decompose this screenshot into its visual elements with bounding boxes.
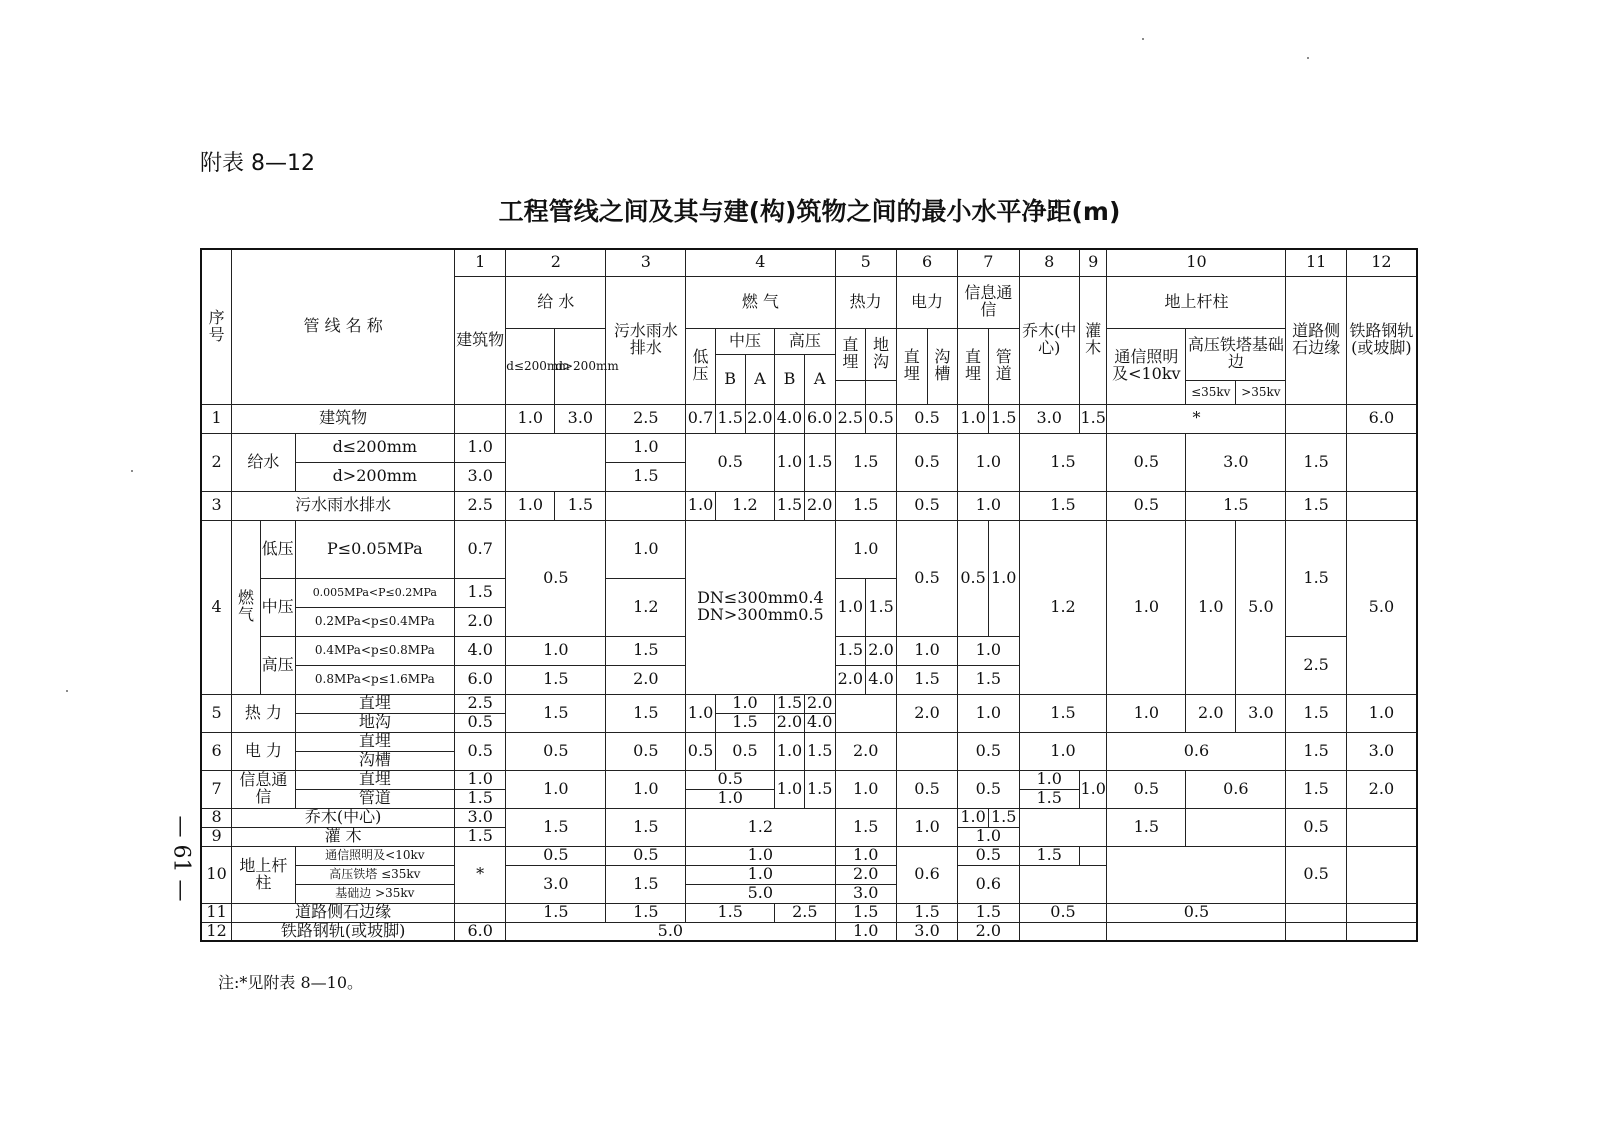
row-sub: 0.8MPa<p≤1.6MPa bbox=[295, 665, 455, 694]
cell: 1.5 bbox=[606, 903, 686, 922]
cell: 1.0 bbox=[1107, 520, 1186, 694]
cell: 1.5 bbox=[506, 808, 606, 846]
cell: 2.0 bbox=[866, 636, 897, 665]
cell: 1.5 bbox=[1286, 694, 1346, 732]
row-sub: 直埋 bbox=[295, 694, 455, 713]
cell: 1.5 bbox=[606, 808, 686, 846]
row-sub: 管道 bbox=[295, 789, 455, 808]
cell: 2.0 bbox=[455, 607, 506, 636]
cell-line: DN≤300mm0.4 bbox=[697, 588, 824, 608]
row-number: 12 bbox=[201, 922, 232, 941]
table-row bbox=[201, 922, 1417, 941]
cell: 2.0 bbox=[804, 694, 835, 713]
cell: 1.0 bbox=[835, 846, 896, 865]
cell: 0.5 bbox=[958, 770, 1019, 808]
cell: 1.2 bbox=[606, 578, 686, 636]
row-number: 4 bbox=[201, 520, 232, 694]
row-sub: P≤0.05MPa bbox=[295, 520, 455, 578]
cell: 4.0 bbox=[804, 713, 835, 732]
cell: 1.5 bbox=[606, 694, 686, 732]
header-power: 电力 bbox=[896, 276, 957, 328]
cell: 1.0 bbox=[958, 636, 1019, 665]
cell: 1.0 bbox=[958, 827, 1019, 846]
cell: 1.0 bbox=[1079, 770, 1107, 808]
cell: 1.0 bbox=[835, 770, 896, 808]
cell: 4.0 bbox=[775, 404, 805, 433]
cell: 0.5 bbox=[896, 770, 957, 808]
table-row bbox=[201, 846, 1417, 865]
cell: 1.5 bbox=[1286, 491, 1346, 520]
cell: 0.5 bbox=[1107, 433, 1186, 491]
table-row bbox=[201, 404, 1417, 433]
row-sub: 通信照明及<10kv bbox=[295, 846, 455, 865]
cell: 1.5 bbox=[1186, 491, 1286, 520]
cell: 1.5 bbox=[455, 578, 506, 607]
cell: 2.0 bbox=[745, 404, 775, 433]
row-number: 10 bbox=[201, 846, 232, 903]
cell: 3.0 bbox=[1019, 404, 1079, 433]
cell: 2.5 bbox=[835, 404, 866, 433]
cell bbox=[686, 520, 835, 694]
row-sub: 0.4MPa<p≤0.8MPa bbox=[295, 636, 455, 665]
cell: 3.0 bbox=[455, 462, 506, 491]
header-water-le: d≤200mm bbox=[506, 328, 555, 404]
cell: 1.0 bbox=[958, 491, 1019, 520]
row-sub: d≤200mm bbox=[295, 433, 455, 462]
cell: 1.0 bbox=[606, 520, 686, 578]
col-number: 9 bbox=[1079, 249, 1107, 276]
cell: 1.5 bbox=[1019, 433, 1107, 491]
col-number: 12 bbox=[1346, 249, 1417, 276]
cell: 3.0 bbox=[1236, 694, 1286, 732]
cell: 0.5 bbox=[1107, 491, 1186, 520]
header-gas-b2: B bbox=[775, 354, 805, 404]
cell: 2.5 bbox=[1286, 636, 1346, 694]
cell: 2.0 bbox=[1186, 694, 1236, 732]
cell: 1.5 bbox=[715, 713, 774, 732]
cell: 1.0 bbox=[506, 404, 555, 433]
row-number: 7 bbox=[201, 770, 232, 808]
cell: 1.0 bbox=[606, 433, 686, 462]
header-heat-direct: 直埋 bbox=[835, 328, 866, 380]
cell: 2.0 bbox=[835, 665, 866, 694]
cell: 1.0 bbox=[506, 636, 606, 665]
row-name: 建筑物 bbox=[232, 404, 455, 433]
row-sub: 高压 bbox=[260, 636, 295, 694]
cell: 0.6 bbox=[896, 846, 957, 903]
cell: 0.5 bbox=[1019, 903, 1107, 922]
cell: 0.6 bbox=[1186, 770, 1286, 808]
row-sub: d>200mm bbox=[295, 462, 455, 491]
cell: 2.5 bbox=[606, 404, 686, 433]
cell: 0.5 bbox=[506, 846, 606, 865]
cell: 0.5 bbox=[896, 520, 957, 636]
cell: 0.5 bbox=[1286, 846, 1346, 903]
cell: 1.0 bbox=[1186, 520, 1236, 694]
cell: 1.0 bbox=[506, 770, 606, 808]
header-power-trench: 沟槽 bbox=[927, 328, 958, 404]
cell: 5.0 bbox=[506, 922, 835, 941]
page-number: — 61 — bbox=[168, 815, 194, 902]
cell: 1.5 bbox=[804, 433, 835, 491]
cell: 1.0 bbox=[958, 404, 989, 433]
header-gas: 燃 气 bbox=[686, 276, 835, 328]
cell: 4.0 bbox=[455, 636, 506, 665]
cell: 2.5 bbox=[455, 491, 506, 520]
cell: 2.0 bbox=[1346, 770, 1417, 808]
cell: 0.6 bbox=[958, 865, 1019, 903]
cell: 0.5 bbox=[896, 404, 957, 433]
row-sub: 0.2MPa<p≤0.4MPa bbox=[295, 607, 455, 636]
cell: 6.0 bbox=[455, 665, 506, 694]
cell: 0.5 bbox=[1107, 770, 1186, 808]
cell: 1.5 bbox=[455, 789, 506, 808]
cell: * bbox=[1107, 404, 1286, 433]
header-power-direct: 直埋 bbox=[896, 328, 927, 404]
row-sub: 直埋 bbox=[295, 732, 455, 751]
cell: 1.0 bbox=[775, 732, 805, 770]
row-number: 1 bbox=[201, 404, 232, 433]
cell: 1.0 bbox=[715, 694, 774, 713]
cell: 0.5 bbox=[958, 846, 1019, 865]
cell: 3.0 bbox=[506, 865, 606, 903]
cell: 5.0 bbox=[1346, 520, 1417, 694]
header-pole-le35: ≤35kv bbox=[1186, 380, 1236, 404]
header-sewage: 污水雨水排水 bbox=[606, 276, 686, 404]
cell: 1.5 bbox=[1286, 732, 1346, 770]
cell: 1.5 bbox=[715, 404, 745, 433]
cell: 1.5 bbox=[988, 808, 1019, 827]
cell: 1.2 bbox=[715, 491, 774, 520]
cell: 1.5 bbox=[835, 808, 896, 846]
cell: 0.5 bbox=[506, 732, 606, 770]
cell: 1.5 bbox=[1019, 789, 1079, 808]
header-gas-mid: 中压 bbox=[715, 328, 774, 354]
cell: * bbox=[455, 846, 506, 903]
cell: 2.0 bbox=[804, 491, 835, 520]
row-name: 电 力 bbox=[232, 732, 295, 770]
cell: 1.5 bbox=[506, 665, 606, 694]
cell: 1.5 bbox=[1286, 770, 1346, 808]
cell: 1.5 bbox=[455, 827, 506, 846]
cell: 1.5 bbox=[775, 491, 805, 520]
cell: 3.0 bbox=[555, 404, 606, 433]
cell: 0.5 bbox=[686, 433, 775, 491]
cell: 4.0 bbox=[866, 665, 897, 694]
cell: 0.5 bbox=[896, 491, 957, 520]
cell: 1.0 bbox=[896, 808, 957, 846]
cell: 1.0 bbox=[686, 846, 835, 865]
cell: 1.0 bbox=[896, 636, 957, 665]
clearance-table bbox=[200, 248, 1418, 942]
cell: 1.0 bbox=[775, 433, 805, 491]
cell: 2.0 bbox=[835, 865, 896, 884]
cell: 1.5 bbox=[988, 404, 1019, 433]
cell: 2.0 bbox=[958, 922, 1019, 941]
row-name: 乔木(中心) bbox=[232, 808, 455, 827]
table-row bbox=[201, 491, 1417, 520]
table-row bbox=[201, 808, 1417, 827]
col-number: 2 bbox=[506, 249, 606, 276]
header-pole-gt35: >35kv bbox=[1236, 380, 1286, 404]
row-name: 灌 木 bbox=[232, 827, 455, 846]
table-row bbox=[201, 694, 1417, 713]
cell: 1.0 bbox=[958, 433, 1019, 491]
col-number: 5 bbox=[835, 249, 896, 276]
header-pole-light: 通信照明及<10kv bbox=[1107, 328, 1186, 404]
col-number: 11 bbox=[1286, 249, 1346, 276]
row-number: 6 bbox=[201, 732, 232, 770]
cell: 1.5 bbox=[835, 903, 896, 922]
cell: 3.0 bbox=[455, 808, 506, 827]
table-row bbox=[201, 433, 1417, 462]
header-pole: 地上杆柱 bbox=[1107, 276, 1286, 328]
header-water: 给 水 bbox=[506, 276, 606, 328]
cell: 1.0 bbox=[1107, 694, 1186, 732]
header-seq: 序号 bbox=[201, 249, 232, 404]
cell: 1.0 bbox=[686, 789, 775, 808]
cell: 5.0 bbox=[686, 884, 835, 903]
cell: 1.5 bbox=[606, 636, 686, 665]
cell: 1.5 bbox=[958, 665, 1019, 694]
cell: 3.0 bbox=[835, 884, 896, 903]
cell: 2.5 bbox=[775, 903, 835, 922]
cell: 1.0 bbox=[958, 694, 1019, 732]
header-building: 建筑物 bbox=[455, 276, 506, 404]
cell: 1.0 bbox=[686, 865, 835, 884]
row-name: 道路侧石边缘 bbox=[232, 903, 455, 922]
scan-speck bbox=[131, 470, 133, 472]
cell: 1.0 bbox=[455, 770, 506, 789]
col-number: 3 bbox=[606, 249, 686, 276]
row-number: 2 bbox=[201, 433, 232, 491]
cell: 0.5 bbox=[506, 520, 606, 636]
row-name: 信息通信 bbox=[232, 770, 295, 808]
header-tree: 乔木(中心) bbox=[1019, 276, 1079, 404]
row-name: 污水雨水排水 bbox=[232, 491, 455, 520]
header-tel-duct: 管道 bbox=[988, 328, 1019, 404]
cell: 1.5 bbox=[958, 903, 1019, 922]
cell: 0.5 bbox=[606, 846, 686, 865]
cell: 1.0 bbox=[775, 770, 805, 808]
cell: 2.0 bbox=[775, 713, 805, 732]
col-number: 1 bbox=[455, 249, 506, 276]
cell: 1.0 bbox=[506, 491, 555, 520]
cell: 1.0 bbox=[835, 922, 896, 941]
row-name: 热 力 bbox=[232, 694, 295, 732]
cell: 0.5 bbox=[958, 732, 1019, 770]
table-row bbox=[201, 732, 1417, 751]
cell: 1.0 bbox=[1019, 770, 1079, 789]
row-sub: 基础边 >35kv bbox=[295, 884, 455, 903]
row-sub: 中压 bbox=[260, 578, 295, 636]
page-title: 工程管线之间及其与建(构)筑物之间的最小水平净距(m) bbox=[498, 197, 1121, 226]
cell: 3.0 bbox=[1186, 433, 1286, 491]
cell: 2.0 bbox=[835, 732, 896, 770]
table-row bbox=[201, 770, 1417, 789]
cell: 0.5 bbox=[686, 732, 716, 770]
row-name: 地上杆柱 bbox=[232, 846, 295, 903]
cell: 0.5 bbox=[866, 404, 897, 433]
cell: 0.5 bbox=[455, 732, 506, 770]
cell: 1.5 bbox=[1019, 694, 1107, 732]
cell: 1.0 bbox=[835, 578, 866, 636]
header-gas-high: 高压 bbox=[775, 328, 835, 354]
cell: 1.5 bbox=[606, 865, 686, 903]
row-sub: 0.005MPa<P≤0.2MPa bbox=[295, 578, 455, 607]
header-gas-low: 低压 bbox=[686, 328, 716, 404]
cell: 6.0 bbox=[1346, 404, 1417, 433]
cell: 3.0 bbox=[896, 922, 957, 941]
cell: 2.5 bbox=[455, 694, 506, 713]
cell: 1.5 bbox=[835, 491, 896, 520]
header-heat: 热力 bbox=[835, 276, 896, 328]
cell: 1.5 bbox=[896, 903, 957, 922]
cell: 3.0 bbox=[1346, 732, 1417, 770]
header-pole-tower: 高压铁塔基础边 bbox=[1186, 328, 1286, 380]
cell: 1.5 bbox=[896, 665, 957, 694]
row-sub: 直埋 bbox=[295, 770, 455, 789]
cell: 1.0 bbox=[686, 694, 716, 732]
header-gas-a2: A bbox=[804, 354, 835, 404]
cell: 0.7 bbox=[455, 520, 506, 578]
cell: 1.5 bbox=[804, 732, 835, 770]
col-number: 7 bbox=[958, 249, 1019, 276]
row-number: 11 bbox=[201, 903, 232, 922]
cell: 1.5 bbox=[506, 694, 606, 732]
cell: 0.5 bbox=[1286, 808, 1346, 846]
row-number: 8 bbox=[201, 808, 232, 827]
header-heat-trench: 地沟 bbox=[866, 328, 897, 380]
row-name: 铁路钢轨(或坡脚) bbox=[232, 922, 455, 941]
header-water-gt: d>200mm bbox=[555, 328, 606, 404]
cell: 0.5 bbox=[1107, 903, 1286, 922]
cell: 1.0 bbox=[686, 491, 716, 520]
header-rail: 铁路钢轨(或坡脚) bbox=[1346, 276, 1417, 404]
col-number: 6 bbox=[896, 249, 957, 276]
cell: 1.5 bbox=[775, 694, 805, 713]
row-sub: 低压 bbox=[260, 520, 295, 578]
cell: 1.5 bbox=[804, 770, 835, 808]
row-number: 3 bbox=[201, 491, 232, 520]
scan-speck bbox=[66, 690, 68, 692]
cell: 1.5 bbox=[835, 636, 866, 665]
cell: 2.0 bbox=[606, 665, 686, 694]
cell: 1.0 bbox=[1019, 732, 1107, 770]
header-telecom: 信息通信 bbox=[958, 276, 1019, 328]
cell: 1.5 bbox=[1286, 433, 1346, 491]
cell: 1.5 bbox=[1079, 404, 1107, 433]
header-shrub: 灌木 bbox=[1079, 276, 1107, 404]
cell: 1.5 bbox=[866, 578, 897, 636]
cell: 0.5 bbox=[606, 732, 686, 770]
cell: 1.5 bbox=[606, 462, 686, 491]
row-sub: 地沟 bbox=[295, 713, 455, 732]
cell: 0.7 bbox=[686, 404, 716, 433]
cell: 1.0 bbox=[455, 433, 506, 462]
cell-line: DN>300mm0.5 bbox=[697, 605, 824, 624]
col-number: 4 bbox=[686, 249, 835, 276]
row-name: 给水 bbox=[232, 433, 295, 491]
cell: 2.0 bbox=[896, 694, 957, 732]
cell: 1.5 bbox=[1107, 808, 1186, 846]
cell: 1.5 bbox=[506, 903, 606, 922]
cell: 1.5 bbox=[1019, 491, 1107, 520]
table-label: 附表 8—12 bbox=[200, 151, 315, 176]
header-gas-b: B bbox=[715, 354, 745, 404]
header-gas-a: A bbox=[745, 354, 775, 404]
scan-speck bbox=[1307, 57, 1309, 59]
cell: 5.0 bbox=[1236, 520, 1286, 694]
cell: 0.5 bbox=[686, 770, 775, 789]
cell: 6.0 bbox=[804, 404, 835, 433]
cell: 6.0 bbox=[455, 922, 506, 941]
cell: 1.5 bbox=[1019, 846, 1079, 865]
cell: 1.5 bbox=[555, 491, 606, 520]
cell: 0.5 bbox=[896, 433, 957, 491]
cell: 1.2 bbox=[1019, 520, 1107, 694]
row-number: 9 bbox=[201, 827, 232, 846]
cell: 1.5 bbox=[686, 903, 775, 922]
row-number: 5 bbox=[201, 694, 232, 732]
cell: 1.5 bbox=[1286, 520, 1346, 636]
col-number: 10 bbox=[1107, 249, 1286, 276]
cell: 1.0 bbox=[835, 520, 896, 578]
footnote: 注:*见附表 8—10。 bbox=[218, 973, 364, 992]
cell: 1.5 bbox=[835, 433, 896, 491]
row-name: 燃气 bbox=[232, 520, 261, 694]
header-tel-direct: 直埋 bbox=[958, 328, 989, 404]
cell: 1.0 bbox=[958, 808, 989, 827]
header-pipe-name: 管 线 名 称 bbox=[232, 249, 455, 404]
cell: 0.5 bbox=[715, 732, 774, 770]
cell: 1.0 bbox=[988, 520, 1019, 636]
header-curb: 道路侧石边缘 bbox=[1286, 276, 1346, 404]
col-number: 8 bbox=[1019, 249, 1079, 276]
cell: 1.0 bbox=[1346, 694, 1417, 732]
row-sub: 沟槽 bbox=[295, 751, 455, 770]
scan-speck bbox=[1142, 38, 1144, 40]
cell: 0.5 bbox=[958, 520, 989, 636]
table-row bbox=[201, 520, 1417, 578]
cell: 1.0 bbox=[606, 770, 686, 808]
cell: 0.5 bbox=[455, 713, 506, 732]
cell: 0.6 bbox=[1107, 732, 1286, 770]
table-row bbox=[201, 903, 1417, 922]
cell: 1.2 bbox=[686, 808, 835, 846]
row-sub: 高压铁塔 ≤35kv bbox=[295, 865, 455, 884]
